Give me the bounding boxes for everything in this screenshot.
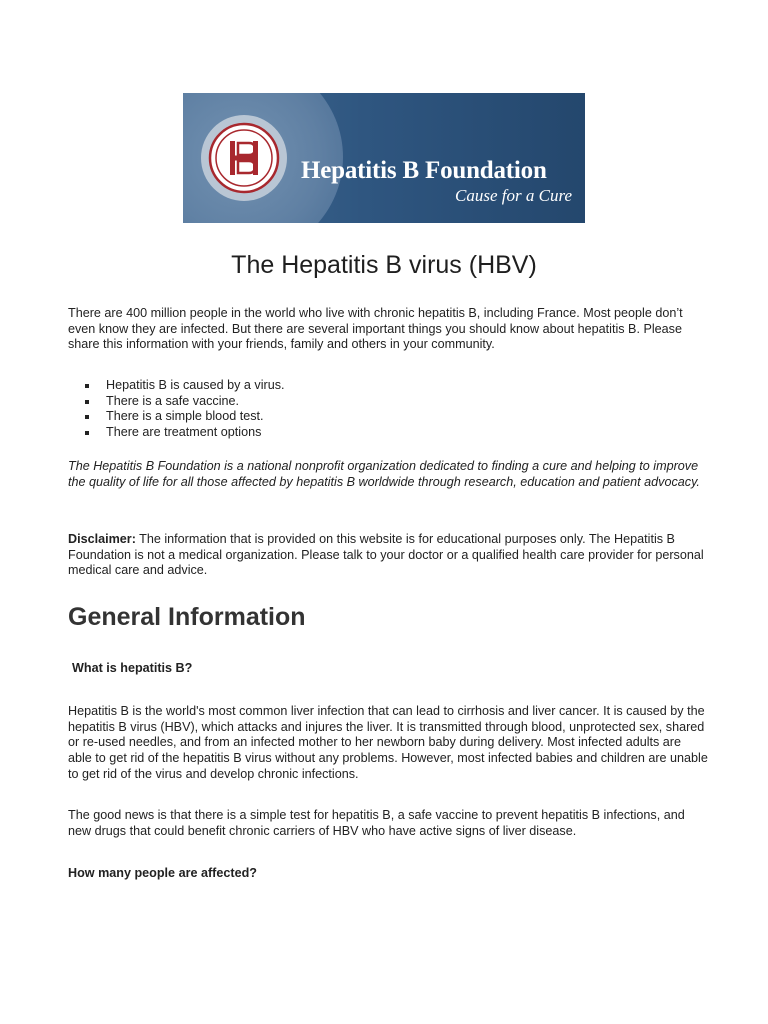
banner-org-name: Hepatitis B Foundation — [301, 157, 547, 184]
page-title: The Hepatitis B virus (HBV) — [231, 251, 537, 279]
general-information-heading: General Information — [68, 603, 306, 631]
banner-tagline: Cause for a Cure — [455, 186, 572, 205]
good-news-paragraph: The good news is that there is a simple test for hepatitis B, a safe vaccine to prevent hepatitis B infections, and new drugs that could benefit chronic carriers of HBV who have active signs of liver disease. — [68, 808, 685, 838]
question-what-is-hepatitis-b: What is hepatitis B? — [72, 661, 193, 675]
disclaimer-paragraph — [68, 532, 708, 579]
fact-item: Hepatitis B is caused by a virus. — [82, 378, 285, 394]
intro-paragraph: There are 400 million people in the world who live with chronic hepatitis B, including France. Most people don’t even know they are infected. But there are several important things you should know about hepatitis B. Please share this information with your friends, family and others in your community. — [68, 306, 683, 352]
key-facts-list — [82, 378, 285, 441]
fact-item: There are treatment options — [82, 425, 285, 441]
disclaimer-label: Disclaimer: — [68, 532, 136, 546]
foundation-banner — [183, 93, 585, 223]
question-how-many-affected: How many people are affected? — [68, 866, 257, 880]
mission-statement: The Hepatitis B Foundation is a national nonprofit organization dedicated to finding a cure and helping to improve the quality of life for all those affected by hepatitis B worldwide through research, education and patient advocacy. — [68, 459, 700, 489]
hbf-seal-logo — [208, 122, 280, 194]
answer-what-is-hepatitis-b: Hepatitis B is the world's most common liver infection that can lead to cirrhosis and liver cancer. It is caused by the hepatitis B virus (HBV), which attacks and injures the liver. It is transmitted through blood, unprotected sex, shared or re-used needles, and from an infected mother to her newborn baby during delivery. Most infected adults are able to get rid of the hepatitis B virus without any problems. However, most infected babies and children are unable to get rid of the virus and develop chronic infections. — [68, 704, 708, 781]
disclaimer-text: The information that is provided on this website is for educational purposes only. The Hepatitis B Foundation is not a medical organization. Please talk to your doctor or a qualified health care provider for personal medical care and advice. — [68, 532, 704, 578]
fact-item: There is a safe vaccine. — [82, 394, 285, 410]
fact-item: There is a simple blood test. — [82, 409, 285, 425]
